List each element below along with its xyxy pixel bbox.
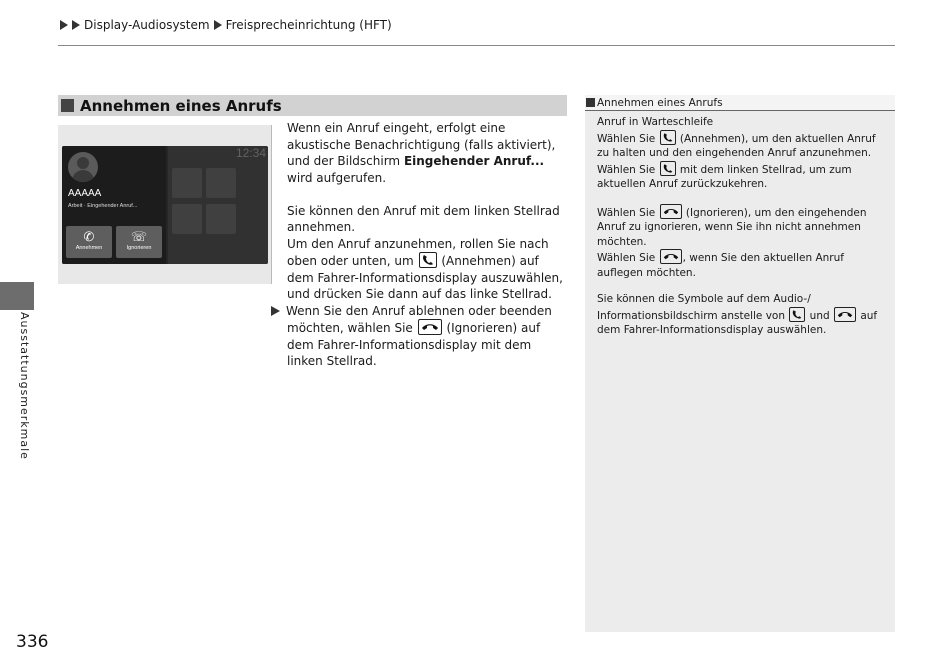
phone-answer-icon <box>419 252 437 268</box>
note-body <box>597 115 889 338</box>
background-panel <box>168 146 268 264</box>
phone-hangup-icon <box>660 249 682 264</box>
triangle-icon <box>214 20 222 30</box>
call-panel <box>62 146 166 264</box>
arrow-icon <box>271 306 280 316</box>
note-line: Wählen Sie (Ignorieren), um den eingehenden Anruf zu ignorieren, wenn Sie ihn nicht annehmen möchten. <box>597 204 889 250</box>
note-line: Wählen Sie , wenn Sie den aktuellen Anruf auflegen möchten. <box>597 249 889 280</box>
note-line: Sie können die Symbole auf dem Audio-/ Informationsbildschirm anstelle von und auf dem Fahrer-Informationsdisplay auswählen. <box>597 293 878 336</box>
note-box <box>585 95 895 632</box>
triangle-icon <box>60 20 68 30</box>
phone-hangup-icon <box>834 307 856 322</box>
phone-answer-icon <box>660 130 676 145</box>
note-header <box>585 95 895 111</box>
phone-answer-icon: ✆ <box>83 229 95 244</box>
side-tab-marker <box>0 282 34 310</box>
list-item-decline: Wenn Sie den Anruf ablehnen oder beenden möchten, wählen Sie (Ignorieren) auf dem Fahrer-Informationsdisplay mit dem linken Stellrad. <box>287 303 569 370</box>
section-title: Annehmen eines Anrufs <box>80 96 282 115</box>
ignore-button[interactable] <box>116 226 162 258</box>
note-title: Annehmen eines Anrufs <box>597 96 723 109</box>
phone-hangup-icon <box>660 204 682 219</box>
note-heading: Anruf in Warteschleife <box>597 116 714 128</box>
breadcrumb <box>60 18 392 32</box>
tile-radio <box>206 168 236 198</box>
paragraph-intro: Wenn ein Anruf eingeht, erfolgt eine akustische Benachrichtigung (falls aktiviert), und der Bildschirm Eingehender Anruf... wird aufgerufen. <box>287 121 556 185</box>
answer-button[interactable] <box>66 226 112 258</box>
section-header <box>58 95 567 116</box>
tile-phone <box>172 168 202 198</box>
phone-hangup-icon <box>418 319 442 335</box>
main-text <box>287 120 569 370</box>
header-divider <box>58 45 895 46</box>
tile-fuel <box>206 204 236 234</box>
ignore-label: Ignorieren <box>126 245 152 251</box>
breadcrumb-item-audio: Display-Audiosystem <box>84 18 210 32</box>
paragraph-accept: Sie können den Anruf mit dem linken Stellrad annehmen. Um den Anruf anzunehmen, rollen Sie nach oben oder unten, um (Annehmen) auf dem Fahrer-Informationsdisplay auszuwählen, und drücken Sie dann auf das linke Stellrad. <box>287 203 563 301</box>
tile-apps <box>172 204 202 234</box>
side-tab-label: Ausstattungsmerkmale <box>18 312 31 460</box>
phone-answer-icon <box>789 307 805 322</box>
incoming-call-screen <box>62 146 268 264</box>
answer-label: Annehmen <box>75 245 103 251</box>
phone-hangup-icon: ☏ <box>130 229 148 244</box>
note-line: Wählen Sie mit dem linken Stellrad, um zum aktuellen Anruf zurückzukehren. <box>597 161 889 192</box>
square-icon <box>61 99 74 112</box>
page-number: 336 <box>16 632 49 652</box>
avatar <box>68 152 98 182</box>
triangle-icon <box>72 20 80 30</box>
note-icon <box>586 98 595 107</box>
caller-name: AAAAA <box>68 188 102 199</box>
breadcrumb-item-hft: Freisprecheinrichtung (HFT) <box>225 18 392 32</box>
note-line: Wählen Sie (Annehmen), um den aktuellen Anruf zu halten und den eingehenden Anruf anzunehmen. <box>597 130 889 161</box>
screen-name: Eingehender Anruf... <box>403 154 545 168</box>
clock: 12:34 <box>235 146 266 160</box>
caller-subtitle: Arbeit · Eingehender Anruf... <box>68 203 138 209</box>
phone-answer-icon <box>660 161 676 176</box>
